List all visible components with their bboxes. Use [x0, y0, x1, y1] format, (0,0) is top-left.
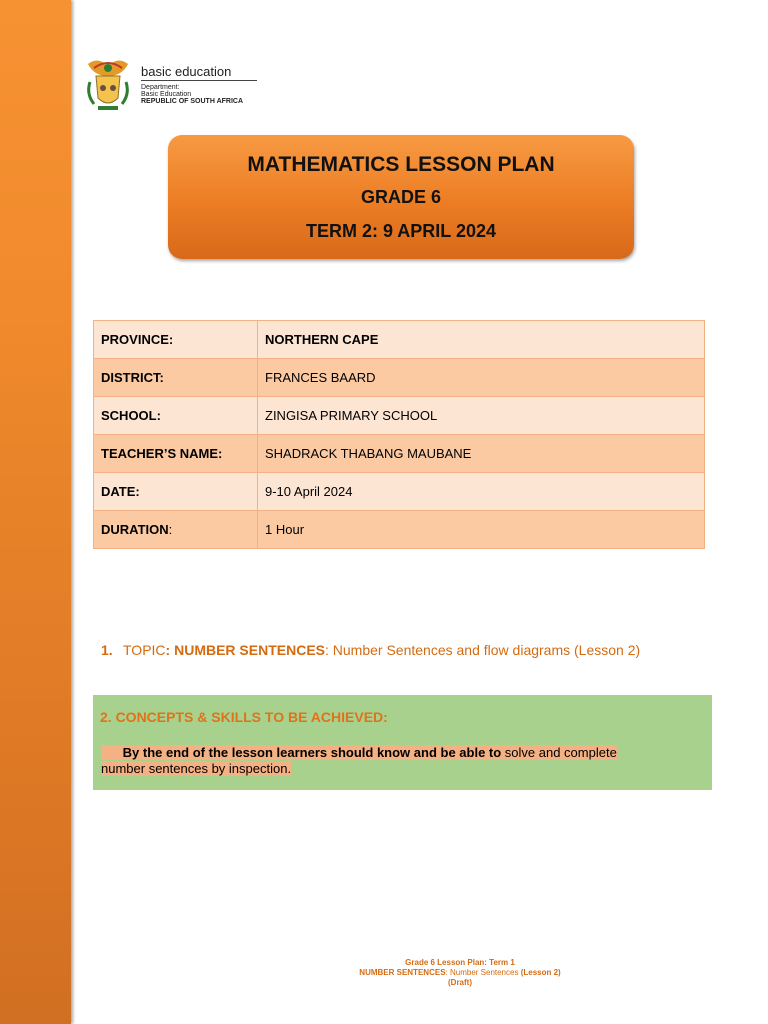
- concepts-text: solve and complete number sentences by inspection.: [101, 745, 617, 776]
- orange-sidebar: [0, 0, 71, 1024]
- row-label: DATE:: [94, 473, 258, 511]
- logo-line-3: REPUBLIC OF SOUTH AFRICA: [141, 98, 244, 105]
- row-value: ZINGISA PRIMARY SCHOOL: [258, 397, 705, 435]
- duration-colon: :: [168, 522, 173, 537]
- banner-term: TERM 2: 9 APRIL 2024: [305, 221, 497, 241]
- table-row: [94, 473, 705, 511]
- topic-title: NUMBER SENTENCES: [174, 642, 325, 658]
- row-value: NORTHERN CAPE: [258, 321, 705, 359]
- lesson-info-table: [93, 320, 705, 549]
- row-label: SCHOOL:: [94, 397, 258, 435]
- footer-line-3: (Draft): [448, 978, 472, 987]
- coat-of-arms-icon: [84, 54, 132, 114]
- table-row: [94, 321, 705, 359]
- row-label: TEACHER’S NAME:: [94, 435, 258, 473]
- logo-line-2: Basic Education: [141, 91, 192, 98]
- footer-lesson: (Lesson 2): [520, 968, 561, 977]
- footer-line-1: Grade 6 Lesson Plan: Term 1: [405, 958, 515, 967]
- topic-number: 1.: [101, 642, 113, 658]
- concepts-body: [101, 745, 661, 777]
- row-value: 1 Hour: [258, 511, 705, 549]
- title-banner: [168, 135, 634, 259]
- footer-topic: NUMBER SENTENCES: [359, 968, 446, 977]
- row-label: [94, 511, 258, 549]
- row-label: PROVINCE:: [94, 321, 258, 359]
- row-value: SHADRACK THABANG MAUBANE: [258, 435, 705, 473]
- row-value: FRANCES BAARD: [258, 359, 705, 397]
- row-label: DISTRICT:: [94, 359, 258, 397]
- table-row: [94, 397, 705, 435]
- topic-label: TOPIC: [123, 642, 166, 658]
- concepts-heading: 2. CONCEPTS & SKILLS TO BE ACHIEVED:: [100, 709, 388, 725]
- footer-subtopic: : Number Sentences: [445, 968, 521, 977]
- topic-colon: :: [165, 642, 171, 658]
- dbe-logo: [84, 54, 264, 114]
- table-row: [94, 511, 705, 549]
- banner-grade: GRADE 6: [360, 187, 441, 207]
- brand-name: basic education: [141, 64, 257, 81]
- concepts-section: [93, 695, 712, 790]
- row-value: 9-10 April 2024: [258, 473, 705, 511]
- table-row: [94, 359, 705, 397]
- banner-title: MATHEMATICS LESSON PLAN: [247, 153, 555, 176]
- duration-label: DURATION: [101, 522, 169, 537]
- table-row: [94, 435, 705, 473]
- page-footer: [300, 958, 620, 988]
- logo-line-1: Department:: [141, 84, 180, 91]
- footer-line-2: [300, 968, 620, 978]
- topic-description: : Number Sentences and flow diagrams (Lesson 2): [325, 642, 641, 658]
- concepts-lead: By the end of the lesson learners should know and be able to: [122, 745, 502, 760]
- topic-line: [101, 642, 640, 658]
